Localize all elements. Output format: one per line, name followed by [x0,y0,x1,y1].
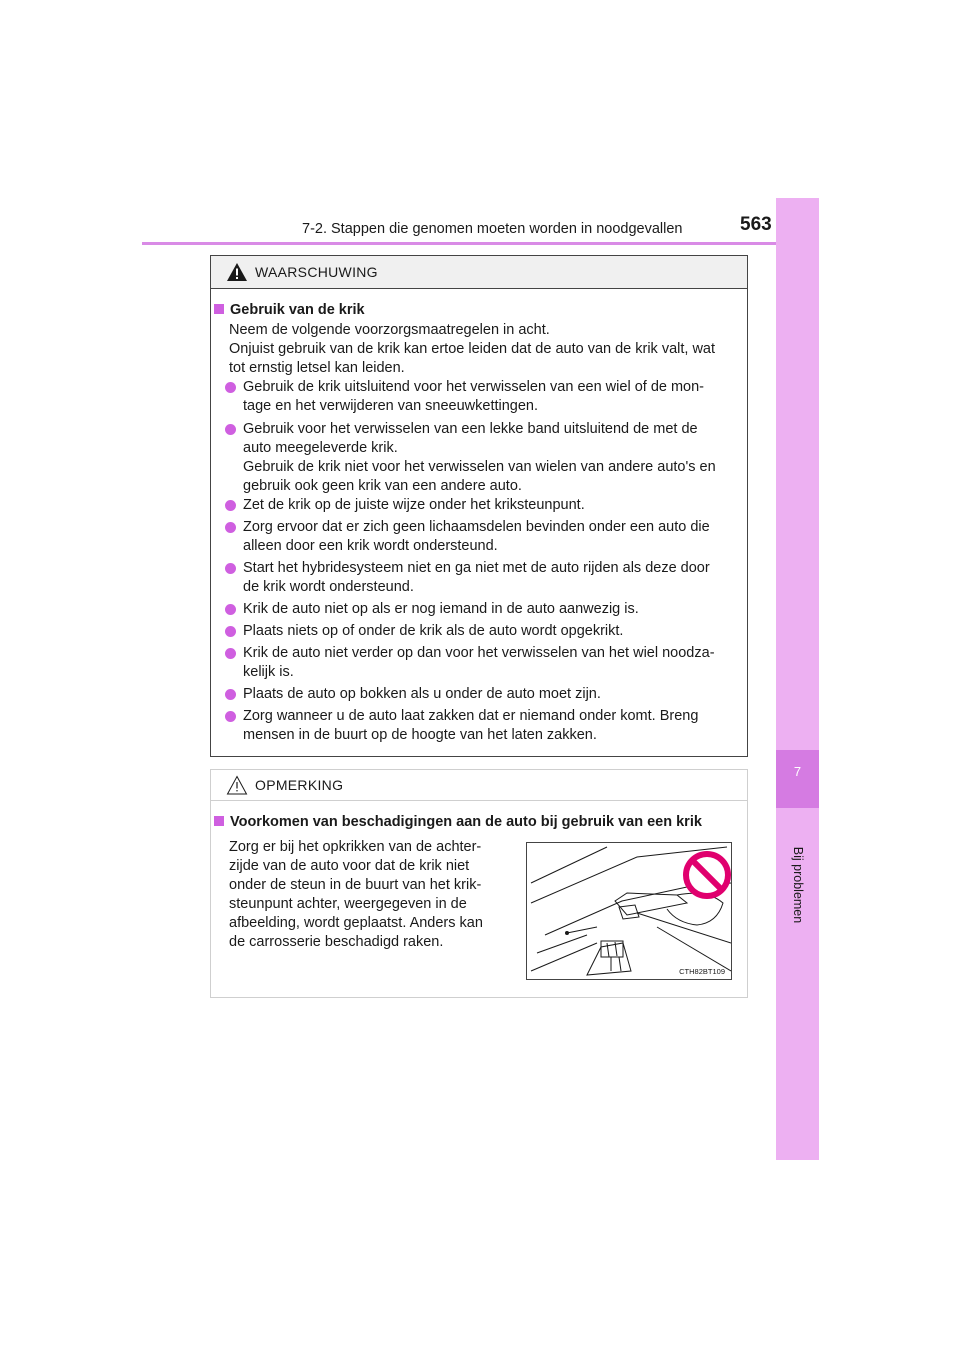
bullet-dot-icon [225,648,236,659]
warning-bullet [243,378,743,416]
notice-heading [214,814,702,830]
body-line: steunpunt achter, weergegeven in de [229,896,467,912]
bullet-dot-icon [225,689,236,700]
bullet-line: Plaats niets op of onder de krik als de auto wordt opgekrikt. [243,623,624,639]
notice-triangle-icon [226,775,248,795]
warning-bullet [243,496,743,515]
bullet-line: Gebruik de krik niet voor het verwisselen van wielen van andere auto's en [243,459,716,475]
warning-bullet [243,600,743,619]
prohibition-icon [686,854,728,896]
warning-triangle-icon [226,262,248,282]
warning-bullet [243,622,743,641]
notice-title: OPMERKING [255,777,344,793]
warning-title: WAARSCHUWING [255,264,378,280]
bullet-line: Krik de auto niet verder op dan voor het verwisselen van het wiel noodza- [243,645,715,661]
warning-bullet [243,518,743,556]
warning-bullet [243,559,743,597]
chapter-label: Bij problemen [791,846,805,924]
warning-bullet [243,420,743,496]
bullet-dot-icon [225,604,236,615]
bullet-dot-icon [225,424,236,435]
warning-heading [214,302,365,318]
warning-intro [229,321,715,378]
bullet-dot-icon [225,711,236,722]
bullet-dot-icon [225,382,236,393]
intro-line: tot ernstig letsel kan leiden. [229,360,405,376]
warning-bullet [243,685,743,704]
body-line: afbeelding, wordt geplaatst. Anders kan [229,915,483,931]
warning-header [211,256,747,289]
intro-line: Onjuist gebruik van de krik kan ertoe leiden dat de auto van de krik valt, wat [229,341,716,357]
notice-heading-text: Voorkomen van beschadigingen aan de auto bij gebruik van een krik [230,814,702,830]
bullet-line: Zorg ervoor dat er zich geen lichaamsdelen bevinden onder een auto die [243,519,710,535]
warning-heading-text: Gebruik van de krik [230,302,365,318]
warning-bullet [243,707,743,745]
bullet-line: mensen in de buurt op de hoogte van het laten zakken. [243,727,597,743]
bullet-line: kelijk is. [243,664,294,680]
section-title: 7-2. Stappen die genomen moeten worden in noodgevallen [302,221,683,237]
page-number: 563 [740,214,772,235]
bullet-line: gebruik ook geen krik van een andere auto. [243,478,522,494]
bullet-dot-icon [225,626,236,637]
body-line: de carrosserie beschadigd raken. [229,934,444,950]
body-line: onder de steun in de buurt van het krik- [229,877,482,893]
page-header [142,214,818,244]
chapter-number: 7 [793,764,802,779]
bullet-dot-icon [225,563,236,574]
header-rule [142,242,818,245]
body-line: zijde van de auto voor dat de krik niet [229,858,470,874]
bullet-dot-icon [225,500,236,511]
chapter-side-tab [776,198,819,1160]
bullet-line: Gebruik voor het verwisselen van een lekke band uitsluitend de met de [243,421,698,437]
bullet-line: Start het hybridesysteem niet en ga niet met de auto rijden als deze door [243,560,710,576]
bullet-line: auto meegeleverde krik. [243,440,398,456]
body-line: Zorg er bij het opkrikken van de achter- [229,839,482,855]
bullet-line: de krik wordt ondersteund. [243,579,414,595]
bullet-line: tage en het verwijderen van sneeuwkettingen. [243,398,539,414]
bullet-line: Krik de auto niet op als er nog iemand in de auto aanwezig is. [243,601,639,617]
notice-body [229,838,504,952]
jack-drawing [527,843,731,979]
chapter-marker [776,750,819,808]
square-bullet-icon [214,304,224,314]
figure-code: CTH82BT109 [679,967,725,976]
intro-line: Neem de volgende voorzorgsmaatregelen in acht. [229,322,550,338]
bullet-dot-icon [225,522,236,533]
bullet-line: alleen door een krik wordt ondersteund. [243,538,498,554]
bullet-line: Zorg wanneer u de auto laat zakken dat er niemand onder komt. Breng [243,708,699,724]
warning-bullet [243,644,743,682]
bullet-line: Zet de krik op de juiste wijze onder het kriksteunpunt. [243,497,585,513]
bullet-line: Plaats de auto op bokken als u onder de auto moet zijn. [243,686,601,702]
square-bullet-icon [214,816,224,826]
notice-header [211,770,747,801]
bullet-line: Gebruik de krik uitsluitend voor het verwisselen van een wiel of de mon- [243,379,705,395]
jack-illustration [526,842,732,980]
